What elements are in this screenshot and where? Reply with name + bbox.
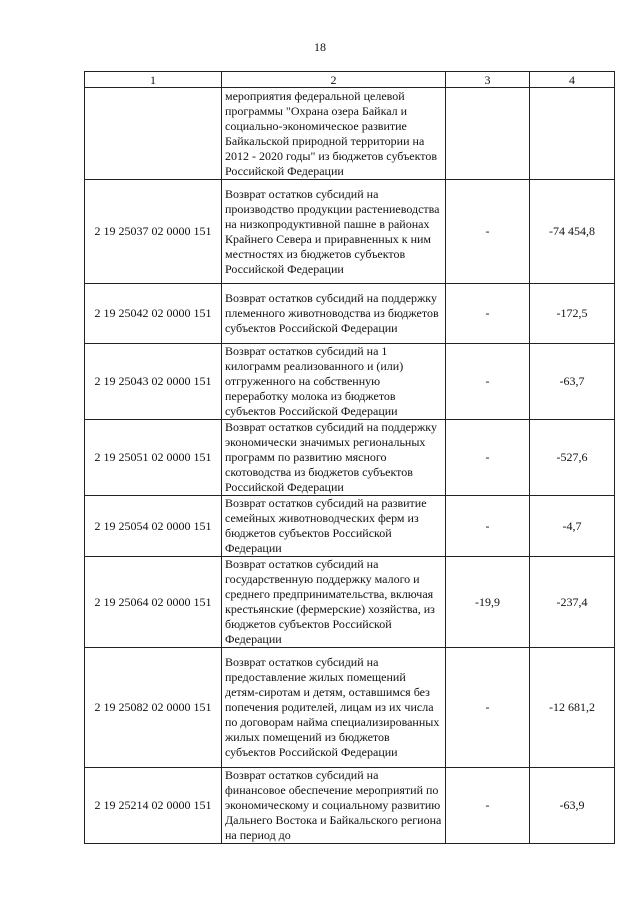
row-col4-value: -12 681,2 <box>530 648 615 768</box>
row-code: 2 19 25214 02 0000 151 <box>85 768 222 844</box>
row-code <box>85 88 222 180</box>
row-col3-value: - <box>446 768 530 844</box>
row-code: 2 19 25042 02 0000 151 <box>85 284 222 344</box>
table-row <box>85 768 615 844</box>
row-code: 2 19 25082 02 0000 151 <box>85 648 222 768</box>
row-code: 2 19 25043 02 0000 151 <box>85 344 222 420</box>
row-description: Возврат остатков субсидий на предоставление жилых помещений детям-сиротам и детям, оставшимся без попечения родителей, лицам из их числа по договорам найма специализированных жилых помещений из бюджетов субъектов Российской Федерации <box>222 648 446 768</box>
header-col-1: 1 <box>85 72 222 88</box>
row-col4-value: -237,4 <box>530 557 615 648</box>
table-row <box>85 648 615 768</box>
row-col4-value <box>530 88 615 180</box>
table-row <box>85 557 615 648</box>
page-number: 18 <box>314 40 326 54</box>
row-code: 2 19 25064 02 0000 151 <box>85 557 222 648</box>
budget-table <box>84 71 615 844</box>
row-description: Возврат остатков субсидий на 1 килограмм реализованного и (или) отгруженного на собственную переработку молока из бюджетов субъектов Российской Федерации <box>222 344 446 420</box>
row-col4-value: -4,7 <box>530 496 615 557</box>
row-description: Возврат остатков субсидий на финансовое обеспечение мероприятий по экономическому и социальному развитию Дальнего Востока и Байкальского региона на период до <box>222 768 446 844</box>
row-description: Возврат остатков субсидий на производство продукции растениеводства на низкопродуктивной пашне в районах Крайнего Севера и приравненных к ним местностях из бюджетов субъектов Российской Федерации <box>222 180 446 284</box>
table-row <box>85 420 615 496</box>
row-col3-value: - <box>446 180 530 284</box>
header-row <box>85 72 615 88</box>
table-row <box>85 88 615 180</box>
table-row <box>85 496 615 557</box>
row-description: Возврат остатков субсидий на развитие семейных животноводческих ферм из бюджетов субъектов Российской Федерации <box>222 496 446 557</box>
row-col3-value: -19,9 <box>446 557 530 648</box>
row-col3-value: - <box>446 496 530 557</box>
row-col3-value <box>446 88 530 180</box>
row-col4-value: -63,9 <box>530 768 615 844</box>
row-col3-value: - <box>446 648 530 768</box>
header-col-2: 2 <box>222 72 446 88</box>
table-row <box>85 344 615 420</box>
header-col-4: 4 <box>530 72 615 88</box>
row-description: Возврат остатков субсидий на государственную поддержку малого и среднего предпринимательства, включая крестьянские (фермерские) хозяйства, из бюджетов субъектов Российской Федерации <box>222 557 446 648</box>
header-col-3: 3 <box>446 72 530 88</box>
row-code: 2 19 25037 02 0000 151 <box>85 180 222 284</box>
row-description: мероприятия федеральной целевой программы "Охрана озера Байкал и социально-экономическое развитие Байкальской природной территории на 2012 - 2020 годы" из бюджетов субъектов Российской Федерации <box>222 88 446 180</box>
table-row <box>85 284 615 344</box>
row-description: Возврат остатков субсидий на поддержку племенного животноводства из бюджетов субъектов Российской Федерации <box>222 284 446 344</box>
row-col3-value: - <box>446 344 530 420</box>
row-col4-value: -172,5 <box>530 284 615 344</box>
row-code: 2 19 25051 02 0000 151 <box>85 420 222 496</box>
row-col4-value: -63,7 <box>530 344 615 420</box>
row-code: 2 19 25054 02 0000 151 <box>85 496 222 557</box>
table-row <box>85 180 615 284</box>
row-col4-value: -527,6 <box>530 420 615 496</box>
row-col4-value: -74 454,8 <box>530 180 615 284</box>
row-description: Возврат остатков субсидий на поддержку экономически значимых региональных программ по развитию мясного скотоводства из бюджетов субъектов Российской Федерации <box>222 420 446 496</box>
row-col3-value: - <box>446 284 530 344</box>
row-col3-value: - <box>446 420 530 496</box>
